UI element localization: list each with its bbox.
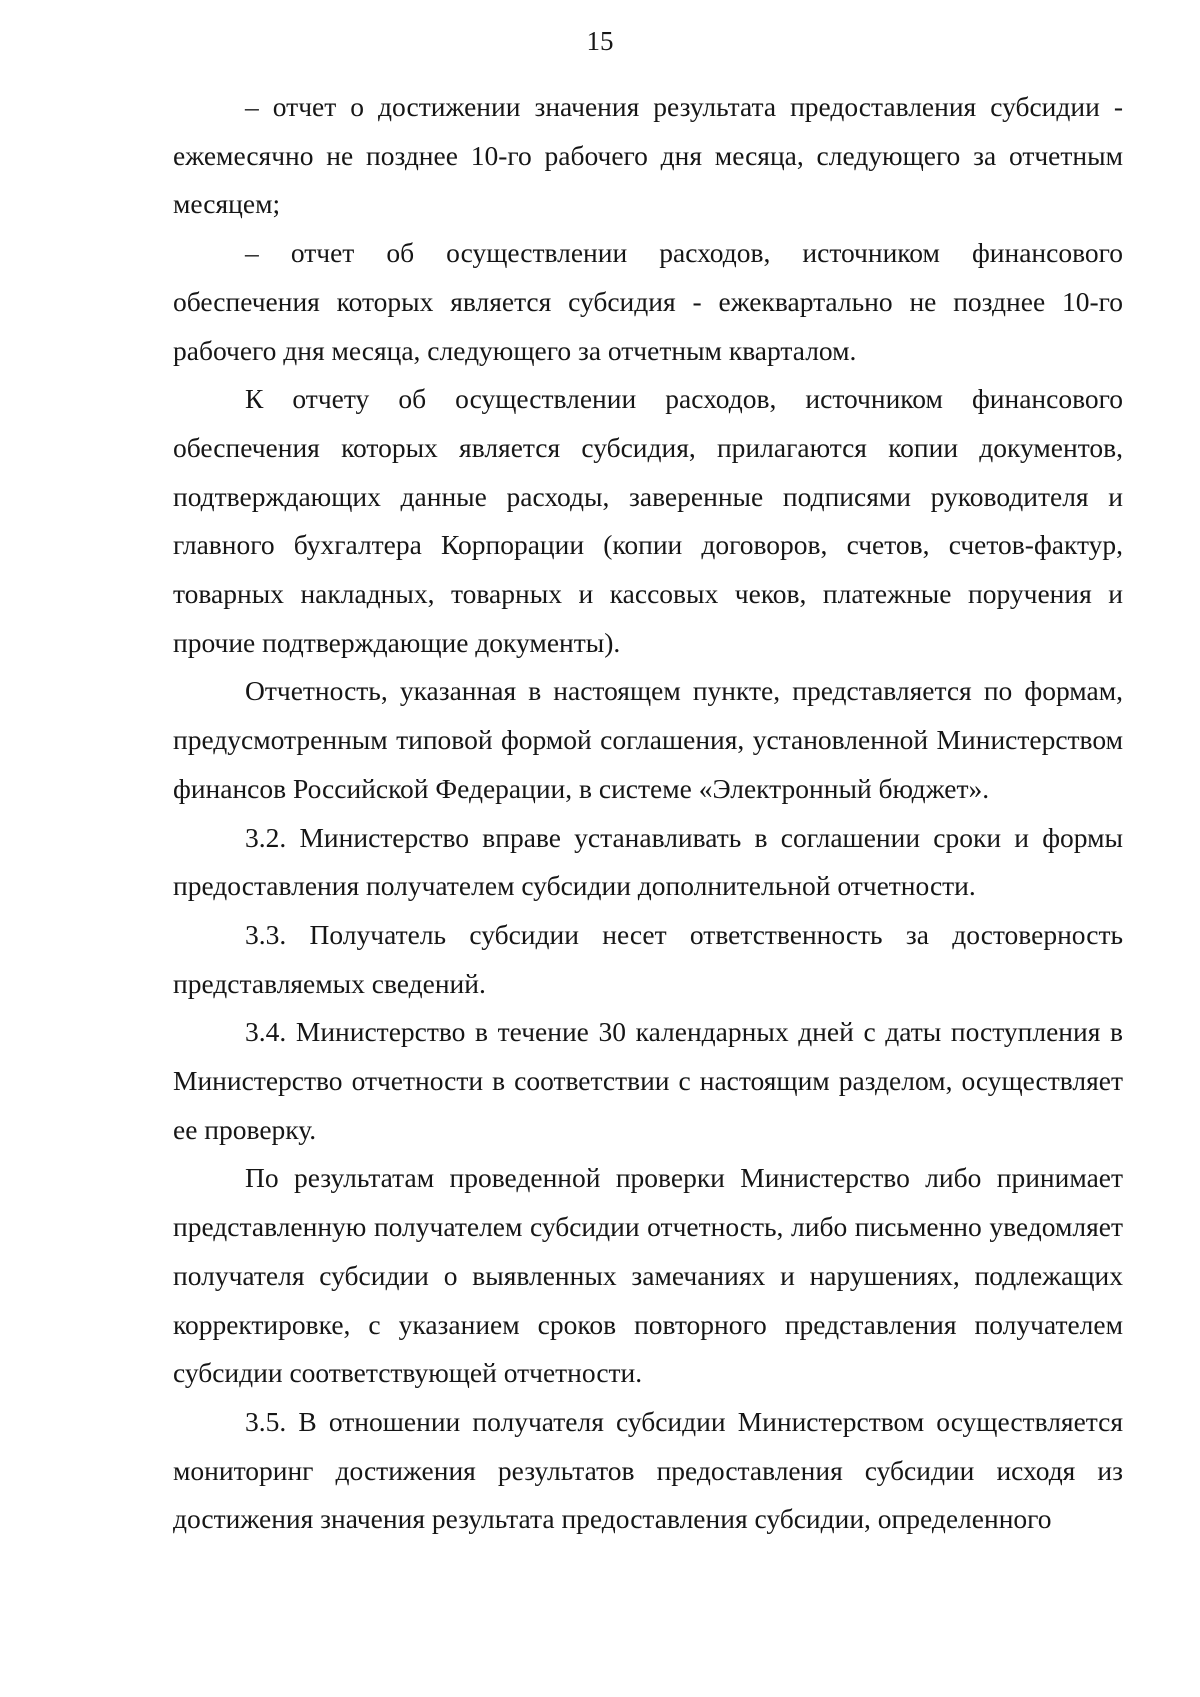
paragraph-clause-3-5: 3.5. В отношении получателя субсидии Министерством осуществляется мониторинг достижения результатов предоставления субсидии исходя из достижения значения результата предоставления субсидии, определенного: [173, 1405, 1123, 1535]
paragraph-clause-3-3: 3.3. Получатель субсидии несет ответственность за достоверность представляемых сведений.: [173, 918, 1123, 999]
paragraph-monthly-report: – отчет о достижении значения результата предоставления субсидии - ежемесячно не позднее 10-го рабочего дня месяца, следующего за отчетным месяцем;: [173, 91, 1123, 220]
paragraph-verification-results: По результатам проведенной проверки Министерство либо принимает представленную получателем субсидии отчетность, либо письменно уведомляет получателя субсидии о выявленных замечаниях и нарушениях, подлежащих корректировке, с указанием сроков повторного представления получателем субсидии соответствующей отчетности.: [173, 1162, 1123, 1389]
paragraph-reporting-forms: Отчетность, указанная в настоящем пункте, представляется по формам, предусмотренным типовой формой соглашения, установленной Министерством финансов Российской Федерации, в системе «Электронный бюджет».: [173, 675, 1123, 804]
paragraph-clause-3-4: 3.4. Министерство в течение 30 календарных дней с даты поступления в Министерство отчетности в соответствии с настоящим разделом, осуществляет ее проверку.: [173, 1016, 1123, 1145]
paragraph-attached-documents: К отчету об осуществлении расходов, источником финансового обеспечения которых является субсидия, прилагаются копии документов, подтверждающих данные расходы, заверенные подписями руководителя и главного бухгалтера Корпорации (копии договоров, счетов, счетов-фактур, товарных накладных, товарных и кассовых чеков, платежные поручения и прочие подтверждающие документы).: [173, 383, 1123, 658]
paragraph-quarterly-expense-report: – отчет об осуществлении расходов, источником финансового обеспечения которых является субсидия - ежеквартально не позднее 10-го рабочего дня месяца, следующего за отчетным кварталом.: [173, 237, 1123, 366]
document-body: [173, 83, 1123, 1544]
page-number: 15: [586, 26, 614, 56]
paragraph-clause-3-2: 3.2. Министерство вправе устанавливать в соглашении сроки и формы предоставления получателем субсидии дополнительной отчетности.: [173, 821, 1123, 902]
